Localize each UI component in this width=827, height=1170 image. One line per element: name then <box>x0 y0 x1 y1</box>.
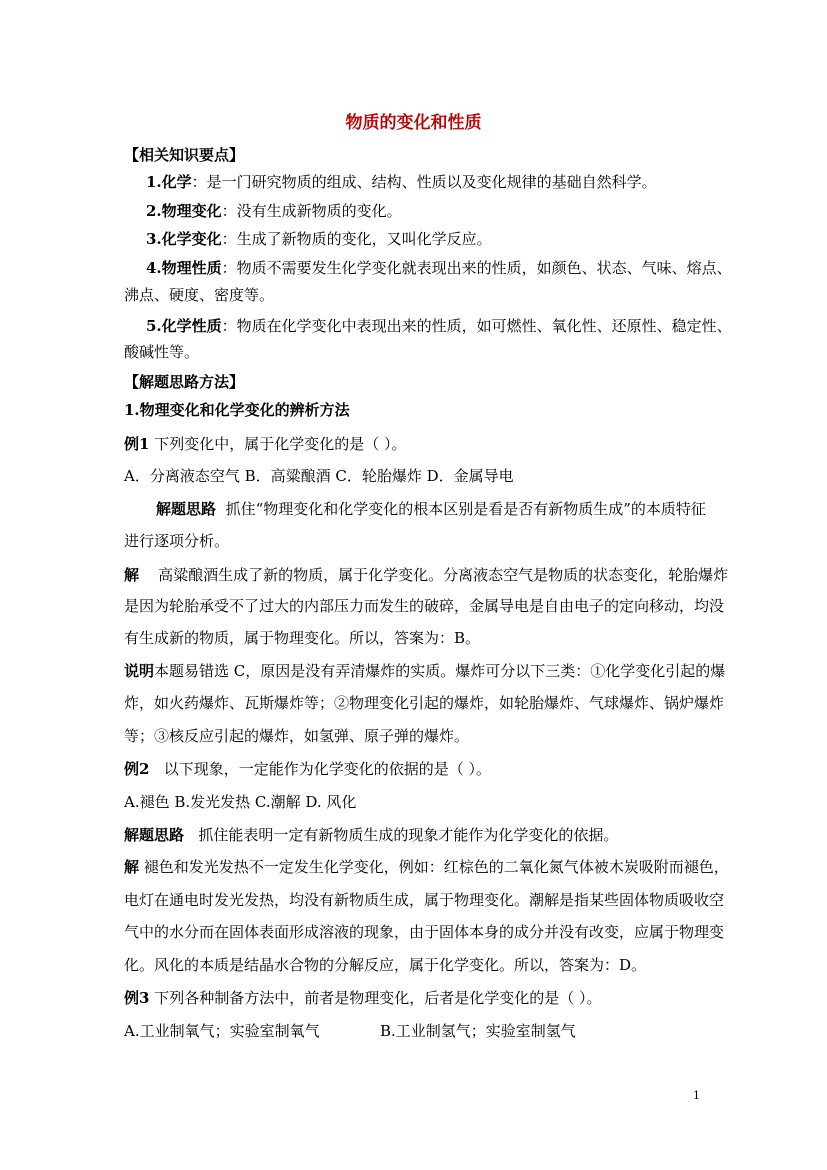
section-heading-knowledge: 【相关知识要点】 <box>124 146 245 164</box>
example-3-question <box>124 988 602 1008</box>
example-2-solution-l2: 电灯在通电时发光发热，均没有新物质生成，属于物理变化。潮解是指某些固体物质吸收空 <box>124 891 725 909</box>
example-1-options: A．分离液态空气 B．高粱酿酒 C．轮胎爆炸 D．金属导电 <box>124 467 514 485</box>
example-1-solution-l3: 有生成新的物质，属于物理变化。所以，答案为：B。 <box>124 629 481 647</box>
term: 5.化学性质 <box>146 317 222 335</box>
tip-text: 抓住“物理变化和化学变化的根本区别是看是否有新物质生成”的本质特征 <box>225 500 706 518</box>
example-1-solution-l2: 是因为轮胎承受不了过大的内部压力而发生的破碎，金属导电是自由电子的定向移动，均没 <box>124 597 725 615</box>
solution-label: 解 <box>124 566 140 584</box>
example-3-option-b: B.工业制氢气；实验室制氢气 <box>380 1022 576 1040</box>
subheading: 1.物理变化和化学变化的辨析方法 <box>124 401 350 419</box>
knowledge-item-5 <box>146 316 732 336</box>
example-2-tip <box>124 825 618 845</box>
example-label: 例1 <box>124 435 150 453</box>
question-text: 下列变化中，属于化学变化的是（ ）。 <box>154 435 407 453</box>
example-1-note-l3: 等；③核反应引起的爆炸，如氢弹、原子弹的爆炸。 <box>124 727 470 745</box>
solution-text: 高粱酿酒生成了新的物质，属于化学变化。分离液态空气是物质的状态变化，轮胎爆炸 <box>158 566 729 584</box>
definition: ：物质在化学变化中表现出来的性质，如可燃性、氧化性、还原性、稳定性、 <box>221 317 732 335</box>
example-1-question <box>124 434 407 454</box>
definition: ：物质不需要发生化学变化就表现出来的性质，如颜色、状态、气味、熔点、 <box>221 259 732 277</box>
term: 1.化学 <box>146 173 192 191</box>
knowledge-item-1 <box>146 172 657 192</box>
term: 2.物理变化 <box>146 202 222 220</box>
note-label: 说明 <box>124 662 155 680</box>
term: 4.物理性质 <box>146 259 222 277</box>
solution-text: 褪色和发光发热不一定发生化学变化，例如：红棕色的二氧化氮气体被木炭吸附而褪色， <box>143 858 729 876</box>
knowledge-item-4-cont: 沸点、硬度、密度等。 <box>124 286 275 304</box>
page-number: 1 <box>693 1089 700 1102</box>
knowledge-item-4 <box>146 258 732 278</box>
definition: ：生成了新物质的变化，又叫化学反应。 <box>221 230 492 248</box>
example-1-note-l2: 炸，如火药爆炸、瓦斯爆炸等；②物理变化引起的爆炸，如轮胎爆炸、气球爆炸、锅炉爆炸 <box>124 694 725 712</box>
definition: ：没有生成新物质的变化。 <box>221 202 402 220</box>
tip-label: 解题思路 <box>124 826 185 844</box>
example-2-options: A.褪色 B.发光发热 C.潮解 D. 风化 <box>124 793 357 811</box>
example-3-option-a: A.工业制氧气；实验室制氧气 <box>124 1022 320 1040</box>
knowledge-item-2 <box>146 201 402 221</box>
section-heading-methods: 【解题思路方法】 <box>124 373 245 391</box>
tip-label: 解题思路 <box>156 500 217 518</box>
example-1-note <box>124 661 725 681</box>
example-2-solution <box>124 857 729 877</box>
question-text: 下列各种制备方法中，前者是物理变化，后者是化学变化的是（ ）。 <box>154 989 602 1007</box>
definition: ：是一门研究物质的组成、结构、性质以及变化规律的基础自然科学。 <box>191 173 657 191</box>
question-text: 以下现象，一定能作为化学变化的依据的是（ ）。 <box>163 760 492 778</box>
example-1-solution <box>124 565 728 585</box>
example-label: 例3 <box>124 989 150 1007</box>
note-text: 本题易错选 C，原因是没有弄清爆炸的实质。爆炸可分以下三类：①化学变化引起的爆 <box>154 662 726 680</box>
example-1-tip <box>156 499 706 519</box>
knowledge-item-3 <box>146 229 492 249</box>
term: 3.化学变化 <box>146 230 222 248</box>
example-2-solution-l3: 气中的水分而在固体表面形成溶液的现象，由于固体本身的成分并没有改变，应属于物理变 <box>124 923 725 941</box>
knowledge-item-5-cont: 酸碱性等。 <box>124 343 200 361</box>
solution-label: 解 <box>124 858 140 876</box>
example-2-question <box>124 759 491 779</box>
page-title: 物质的变化和性质 <box>345 113 482 133</box>
example-label: 例2 <box>124 760 150 778</box>
tip-text: 抓住能表明一定有新物质生成的现象才能作为化学变化的依据。 <box>198 826 619 844</box>
example-2-solution-l4: 化。风化的本质是结晶水合物的分解反应，属于化学变化。所以，答案为：D。 <box>124 956 647 974</box>
example-1-tip-cont: 进行逐项分析。 <box>124 532 230 550</box>
